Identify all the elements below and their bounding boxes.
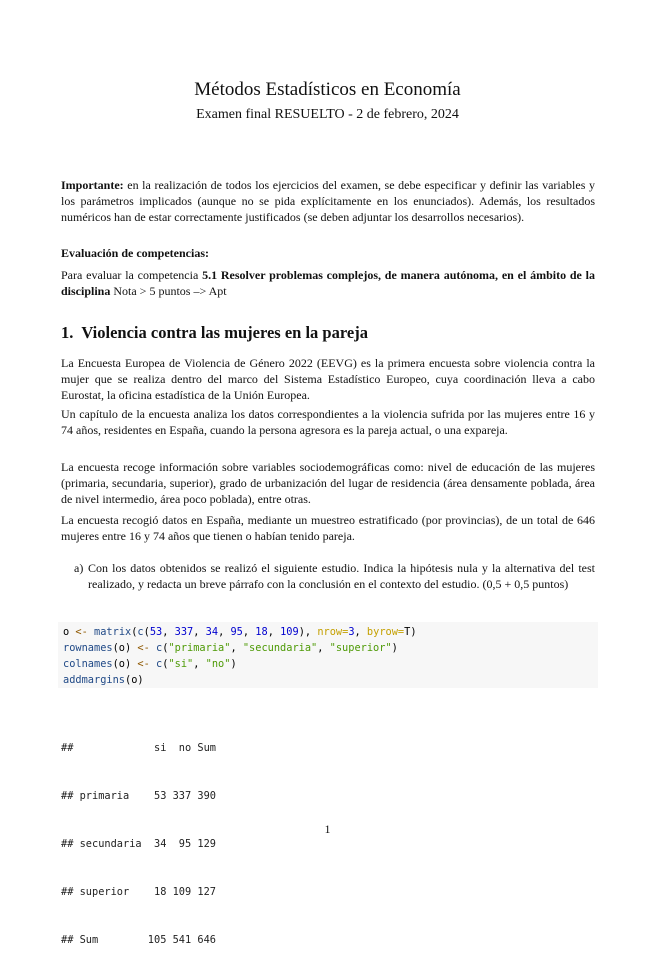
question-a-marker: a): [74, 561, 84, 575]
page-number: 1: [324, 822, 331, 836]
section-title: Violencia contra las mujeres en la pareja: [81, 323, 368, 342]
evaluation-text: [61, 267, 595, 299]
evaluation-competence: 5.1 Resolver problemas complejos, de manera autónoma, en el ámbito de la disciplina: [61, 268, 595, 298]
question-a: [74, 560, 595, 592]
code-line-2: rownames(o) <- c("primaria", "secundaria", "superior"): [63, 642, 398, 654]
code-line-3: colnames(o) <- c("si", "no"): [63, 658, 237, 670]
output-line-secundaria: ## secundaria 34 95 129: [61, 838, 216, 850]
paragraph-4: La encuesta recogió datos en España, mediante un muestreo estratificado (por provincias), de un total de 646 mujeres entre 16 y 74 años que tienen o habían tenido pareja.: [61, 513, 595, 543]
output-line-primaria: ## primaria 53 337 390: [61, 790, 216, 802]
r-output-block: [61, 708, 581, 980]
paragraph-1: La Encuesta Europea de Violencia de Género 2022 (EEVG) es la primera encuesta sobre violencia contra la mujer que se realiza dentro del marco del Sistema Estadístico Europeo, cuya coordinación lleva a cabo Eurostat, la oficina estadística de la Unión Europea.: [61, 356, 595, 402]
paragraph-3: La encuesta recoge información sobre variables sociodemográficas como: nivel de educación de las mujeres (primaria, secundaria, superior), grado de urbanización del lugar de residencia (área densamente poblada, área de nivel intermedio, área poco poblada), entre otras.: [61, 460, 595, 506]
evaluation-heading: [61, 245, 595, 261]
r-code-block: [58, 622, 598, 688]
code-line-4: addmargins(o): [63, 674, 144, 686]
important-text: en la realización de todos los ejercicios del examen, se debe especificar y definir las variables y los parámetros implicados (aunque no se pida explícitamente en los enunciados). Además, los resultados numéricos han de estar correctamente justificados (se deben adjuntar los desarrollos necesarios).: [61, 178, 595, 224]
question-a-text: Con los datos obtenidos se realizó el siguiente estudio. Indica la hipótesis nula y la alternativa del test realizado, y redacta un breve párrafo con la conclusión en el contexto del estudio. (0,5 + 0,5 puntos): [88, 561, 595, 591]
document-title: Métodos Estadísticos en Economía: [194, 79, 461, 100]
evaluation-suffix: Nota > 5 puntos –> Apt: [110, 284, 227, 298]
paragraph-2: Un capítulo de la encuesta analiza los datos correspondientes a la violencia sufrida por las mujeres entre 16 y 74 años, residentes en España, cuando la persona agresora es la pareja actual, o una expareja.: [61, 407, 595, 437]
evaluation-heading-text: Evaluación de competencias:: [61, 246, 209, 260]
evaluation-prefix: Para evaluar la competencia: [61, 268, 203, 282]
output-line-superior: ## superior 18 109 127: [61, 886, 216, 898]
document-subtitle: Examen final RESUELTO - 2 de febrero, 2024: [196, 107, 459, 122]
important-note: [61, 177, 595, 225]
output-line-sum: ## Sum 105 541 646: [61, 934, 216, 946]
code-line-1: o <- matrix(c(53, 337, 34, 95, 18, 109), nrow=3, byrow=T): [63, 626, 417, 638]
important-label: Importante:: [61, 178, 124, 192]
section-number: 1.: [61, 323, 74, 342]
output-line-header: ## si no Sum: [61, 742, 216, 754]
section-heading: [61, 323, 368, 343]
